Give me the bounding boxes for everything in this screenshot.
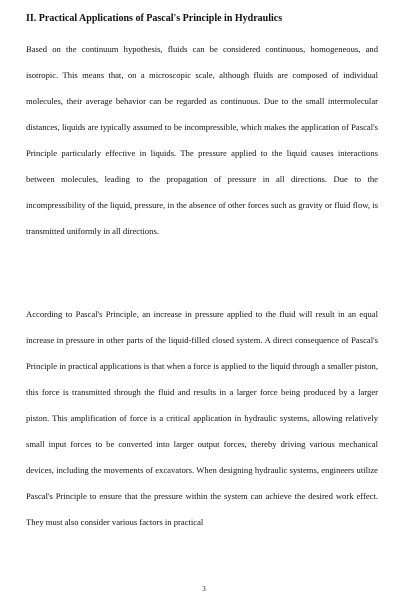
paragraph-pascals-principle: According to Pascal's Principle, an increase in pressure applied to the fluid will result in an equal increase in pressure in other parts of the liquid-filled closed system. A direct consequence of Pascal's Principle in practical applications is that when a force is applied to the liquid through a smaller piston, this force is transmitted through the fluid and results in a larger force being produced by a larger piston. This amplification of force is a critical application in hydraulic systems, allowing relatively small input forces to be converted into larger output forces, thereby driving various mechanical devices, including the movements of excavators. When designing hydraulic systems, engineers utilize Pascal's Principle to ensure that the pressure within the system can achieve the desired work effect. They must also consider various factors in practical (26, 309, 378, 527)
section-heading: II. Practical Applications of Pascal's Principle in Hydraulics (26, 13, 283, 24)
page-number: 3 (202, 585, 206, 593)
paragraph-continuum-hypothesis: Based on the continuum hypothesis, fluids can be considered continuous, homogeneous, and isotropic. This means that, on a microscopic scale, although fluids are composed of individual molecules, their average behavior can be regarded as continuous. Due to the small intermolecular distances, liquids are typically assumed to be incompressible, which makes the application of Pascal's Principle particularly effective in liquids. The pressure applied to the liquid causes interactions between molecules, leading to the propagation of pressure in all directions. Due to the incompressibility of the liquid, pressure, in the absence of other forces such as gravity or fluid flow, is transmitted uniformly in all directions. (26, 44, 378, 236)
